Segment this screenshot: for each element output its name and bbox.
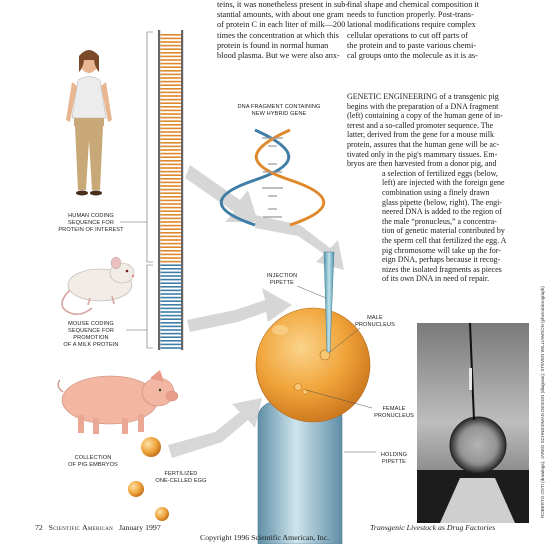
caption-line: a selection of fertilized eggs (below, [382,168,498,178]
label-fertilized-egg [148,471,214,485]
label-line: HUMAN CODING [68,213,114,219]
dna-rung [161,297,182,299]
body-line: protein is found in normal human [217,40,329,50]
caption-line: glass pipette (below, right). The engi- [382,197,502,207]
magazine-name: Scientific American [48,523,114,532]
dna-rung [161,214,182,216]
label-collection [64,455,122,469]
figure-caption [347,92,527,284]
dna-rung [161,207,182,209]
photomicrograph [417,323,529,523]
dna-rung [161,232,182,234]
dna-rung [161,106,182,108]
caption-line: GENETIC ENGINEERING of a transgenic pig [347,92,499,101]
caption-line: the male “pronucleus,” a concentra- [382,216,497,226]
pig-figure [58,370,178,434]
dna-rung [161,149,182,151]
dna-rung [161,63,182,65]
dna-rung [161,48,182,50]
dna-rung [161,110,182,112]
dna-rung [161,318,182,320]
label-human-coding [55,213,127,234]
mouse-figure [62,257,134,314]
dna-rung [161,315,182,317]
dna-rung [161,102,182,104]
dna-rung [161,138,182,140]
dna-rung [161,66,182,68]
body-line: the protein and to paste various chemi- [347,40,477,50]
label-line: FERTILIZED [164,471,198,477]
dna-rung [161,228,182,230]
dna-rung [161,92,182,94]
caption-line: of its own DNA in need of repair. [382,274,490,284]
label-line: ONE-CELLED EGG [155,478,207,484]
dna-rung [161,268,182,270]
label-line: PRONUCLEUS [374,413,414,419]
dna-rung [161,290,182,292]
dna-rung [161,264,182,266]
dna-rung [161,279,182,281]
image-credit: ROBERTO OSTI (drawings); JARED SCHNEIDMAN DESIGN (diagram); STEVEN WILLIAMSON (photomicrograph) [540,286,545,518]
article-title: Transgenic Livestock as Drug Factories [370,523,496,532]
label-line: FEMALE [382,406,406,412]
body-line: teins, it was nonetheless present in sub- [217,0,349,9]
dna-rung [161,189,182,191]
dna-rung [161,88,182,90]
label-line: PRONUCLEUS [355,322,395,328]
caption-line: tivated only in the pig's mammary tissues. Em- [347,149,498,159]
dna-rung [161,250,182,252]
label-line: PROTEIN OF INTEREST [58,227,124,233]
dna-rung [161,156,182,158]
dna-rung [161,200,182,202]
dna-rung [161,293,182,295]
dna-rung [161,124,182,126]
dna-rung [161,236,182,238]
body-line: cal groups onto the molecule as it is as- [347,51,478,61]
dna-rung [161,336,182,338]
label-female-pronucleus [371,406,417,420]
issue-date: January 1997 [118,523,161,532]
dna-rung [161,225,182,227]
caption-line: pig chromosome will take up the for- [382,245,501,255]
dna-rung [161,34,182,36]
dna-rung [161,45,182,47]
dna-rung [161,308,182,310]
bracket-lines [120,32,153,348]
caption-line: left) are injected with the foreign gene [382,178,505,188]
caption-line: terest and a so-called promoter sequence. The [347,120,494,130]
dna-rung [161,135,182,137]
dna-rung [161,218,182,220]
body-column-right [347,0,527,61]
label-line: SEQUENCE FOR [68,328,114,334]
dna-rung [161,182,182,184]
label-line: MOUSE CODING [68,321,114,327]
dna-rung [161,128,182,130]
caption-line: eign DNA, perhaps because it recog- [382,255,501,265]
label-line: DNA FRAGMENT CONTAINING [237,104,321,110]
dna-rung [161,300,182,302]
dna-rung [161,142,182,144]
dna-rung [161,117,182,119]
dna-rung [161,95,182,97]
label-dna-fragment [225,104,333,118]
label-injection-pipette [262,273,302,287]
body-line: needs to function properly. Post-trans- [347,10,474,20]
dna-rung [161,304,182,306]
label-line: OF PIG EMBRYOS [68,462,118,468]
dna-rung [161,174,182,176]
dna-rung [161,167,182,169]
dna-rung [161,74,182,76]
dna-rung [161,164,182,166]
dna-rung [161,344,182,346]
label-line: NEW HYBRID GENE [251,111,307,117]
dna-rung [161,84,182,86]
woman-figure [66,50,112,196]
label-line: INJECTION [266,273,298,279]
caption-line: bryos are then harvested from a donor pig, and [347,159,497,169]
dna-rung [161,286,182,288]
dna-rung [161,56,182,58]
dna-rung [161,221,182,223]
page-footer-left [35,523,161,532]
dna-rung [161,77,182,79]
dna-rung [161,347,182,349]
dna-rung [161,254,182,256]
dna-rung [161,185,182,187]
dna-rung [161,131,182,133]
dna-rung [161,146,182,148]
label-line: PROMOTION [73,335,109,341]
caption-line: the sperm cell that fertilized the egg. A [382,235,507,245]
caption-line: (left) containing a copy of the human gene of in- [347,111,503,121]
label-line: COLLECTION [74,455,112,461]
label-line: HOLDING [380,452,408,458]
dna-rung [161,178,182,180]
dna-rung [161,70,182,72]
dna-rung [161,81,182,83]
dna-rung [161,203,182,205]
linear-dna-fragment [158,30,183,350]
dna-rung [161,41,182,43]
copyright-notice: Copyright 1996 Scientific American, Inc. [200,533,330,542]
body-column-middle [217,0,349,61]
dna-rung [161,340,182,342]
dna-rung [161,192,182,194]
dna-rung [161,246,182,248]
label-line: PIPETTE [381,459,406,465]
label-line: OF A MILK PROTEIN [63,342,119,348]
body-line: lational modifications require complex [347,20,476,30]
body-line: blood plasma. But we were also anx- [217,51,340,61]
dna-rung [161,243,182,245]
dna-rung [161,322,182,324]
dna-rung [161,272,182,274]
dna-rung [161,210,182,212]
body-line: times the concentration at which this [217,30,339,40]
label-line: PIPETTE [269,280,294,286]
dna-rung [161,329,182,331]
body-line: final shape and chemical composition it [347,0,480,9]
dna-rung [161,153,182,155]
caption-line: combination using a finely drawn [382,187,490,197]
dna-rung [161,160,182,162]
dna-rung [161,99,182,101]
dna-rung [161,275,182,277]
page-number: 72 [35,523,43,532]
dna-rung [161,59,182,61]
caption-line: begins with the preparation of a DNA fragment [347,101,499,111]
dna-rung [161,38,182,40]
caption-line: tion of genetic material contributed by [382,226,505,236]
dna-rung [161,239,182,241]
dna-rung [161,311,182,313]
caption-line: neered DNA is added to the region of [382,207,502,217]
dna-rung [161,120,182,122]
dna-rung [161,113,182,115]
label-holding-pipette [374,452,414,466]
dna-rung [161,196,182,198]
label-mouse-coding [55,321,127,349]
dna-rung [161,333,182,335]
caption-line: protein, assures that the human gene will be ac- [347,139,500,149]
dna-rung [161,52,182,54]
body-line: stantial amounts, with about one gram [217,10,344,20]
dna-rung [161,257,182,259]
caption-line: nizes the isolated fragments as pieces [382,264,502,274]
label-line: SEQUENCE FOR [68,220,114,226]
body-line: cellular operations to cut off parts of [347,30,469,40]
label-line: MALE [367,315,383,321]
dna-rung [161,326,182,328]
dna-rung [161,282,182,284]
label-male-pronucleus [352,315,398,329]
body-line: of protein C in each liter of milk—200 [217,20,346,30]
dna-rung [161,171,182,173]
caption-line: latter, derived from the gene for a mouse milk [347,130,494,140]
dna-rung [161,261,182,263]
